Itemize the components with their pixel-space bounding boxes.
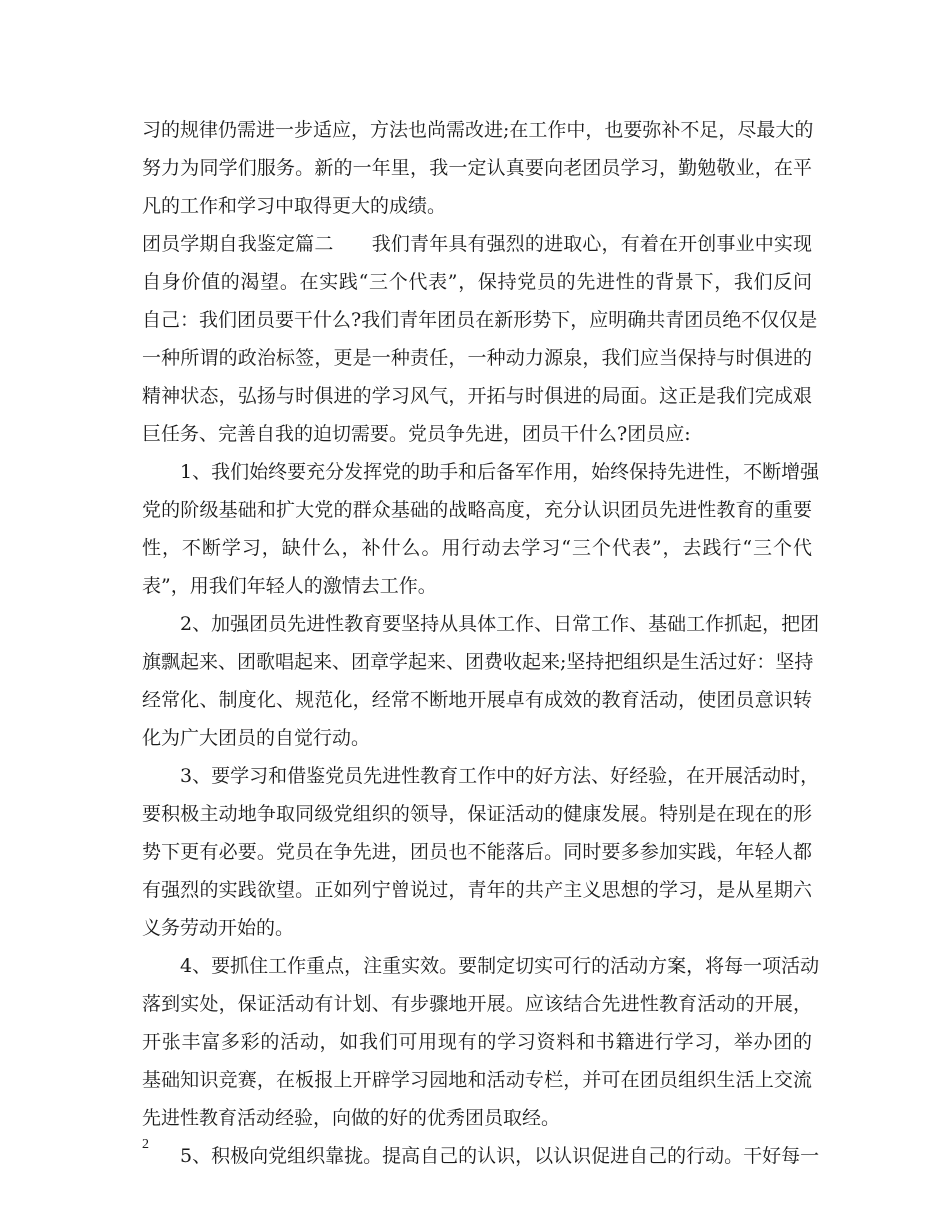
text-line: 要积极主动地争取同级党组织的领导，保证活动的健康发展。特别是在现在的形 [142, 803, 812, 825]
text-line: 精神状态，弘扬与时俱进的学习风气，开拓与时俱进的局面。这正是我们完成艰 [142, 385, 812, 407]
text-line: 义务劳动开始的。 [142, 917, 295, 939]
text-line: 自身价值的渴望。在实践“三个代表”，保持党员的先进性的背景下，我们反问 [142, 271, 812, 293]
text-line: 党的阶级基础和扩大党的群众基础的战略高度，充分认识团员先进性教育的重要 [142, 499, 812, 521]
text-line: 化为广大团员的自觉行动。 [142, 727, 371, 749]
text-line: 经常化、制度化、规范化，经常不断地开展卓有成效的教育活动，使团员意识转 [142, 689, 812, 711]
paragraph-start-5: 5、积极向党组织靠拢。提高自己的认识，以认识促进自己的行动。干好每一 [180, 1145, 820, 1167]
text-line: 自己：我们团员要干什么?我们青年团员在新形势下，应明确共青团员绝不仅仅是 [142, 309, 818, 331]
text-line: 势下更有必要。党员在争先进，团员也不能落后。同时要多参加实践，年轻人都 [142, 841, 812, 863]
text-line: 旗飘起来、团歌唱起来、团章学起来、团费收起来;坚持把组织是生活过好：坚持 [142, 651, 814, 673]
text-line: 努力为同学们服务。新的一年里，我一定认真要向老团员学习，勤勉敬业，在平 [142, 157, 812, 179]
paragraph-start-1: 1、我们始终要充分发挥党的助手和后备军作用，始终保持先进性，不断增强 [180, 461, 820, 483]
paragraph-start-4: 4、要抓住工作重点，注重实效。要制定切实可行的活动方案，将每一项活动 [180, 955, 820, 977]
text-line: 基础知识竞赛，在板报上开辟学习园地和活动专栏，并可在团员组织生活上交流 [142, 1069, 812, 1091]
text-line: 一种所谓的政治标签，更是一种责任，一种动力源泉，我们应当保持与时俱进的 [142, 347, 812, 369]
page-number: 2 [142, 1137, 149, 1152]
text-line: 先进性教育活动经验，向做的好的优秀团员取经。 [142, 1107, 561, 1129]
paragraph-start-3: 3、要学习和借鉴党员先进性教育工作中的好方法、好经验，在开展活动时， [180, 765, 820, 787]
text-line: 凡的工作和学习中取得更大的成绩。 [142, 195, 447, 217]
text-line: 巨任务、完善自我的迫切需要。党员争先进，团员干什么?团员应: [142, 423, 691, 445]
body-text [142, 111, 820, 1175]
text-line: 表”，用我们年轻人的激情去工作。 [142, 575, 437, 597]
text-line: 有强烈的实践欲望。正如列宁曾说过，青年的共产主义思想的学习，是从星期六 [142, 879, 812, 901]
text-line: 落到实处，保证活动有计划、有步骤地开展。应该结合先进性教育活动的开展， [142, 993, 812, 1015]
paragraph-start-2: 2、加强团员先进性教育要坚持从具体工作、日常工作、基础工作抓起，把团 [180, 613, 820, 635]
text-line: 开张丰富多彩的活动，如我们可用现有的学习资料和书籍进行学习，举办团的 [142, 1031, 812, 1053]
text-line: 习的规律仍需进一步适应，方法也尚需改进;在工作中，也要弥补不足，尽最大的 [142, 119, 814, 141]
text-line: 性，不断学习，缺什么，补什么。用行动去学习“三个代表”，去践行“三个代 [142, 537, 812, 559]
section-heading-line: 团员学期自我鉴定篇二 我们青年具有强烈的进取心，有着在开创事业中实现 [142, 233, 812, 255]
